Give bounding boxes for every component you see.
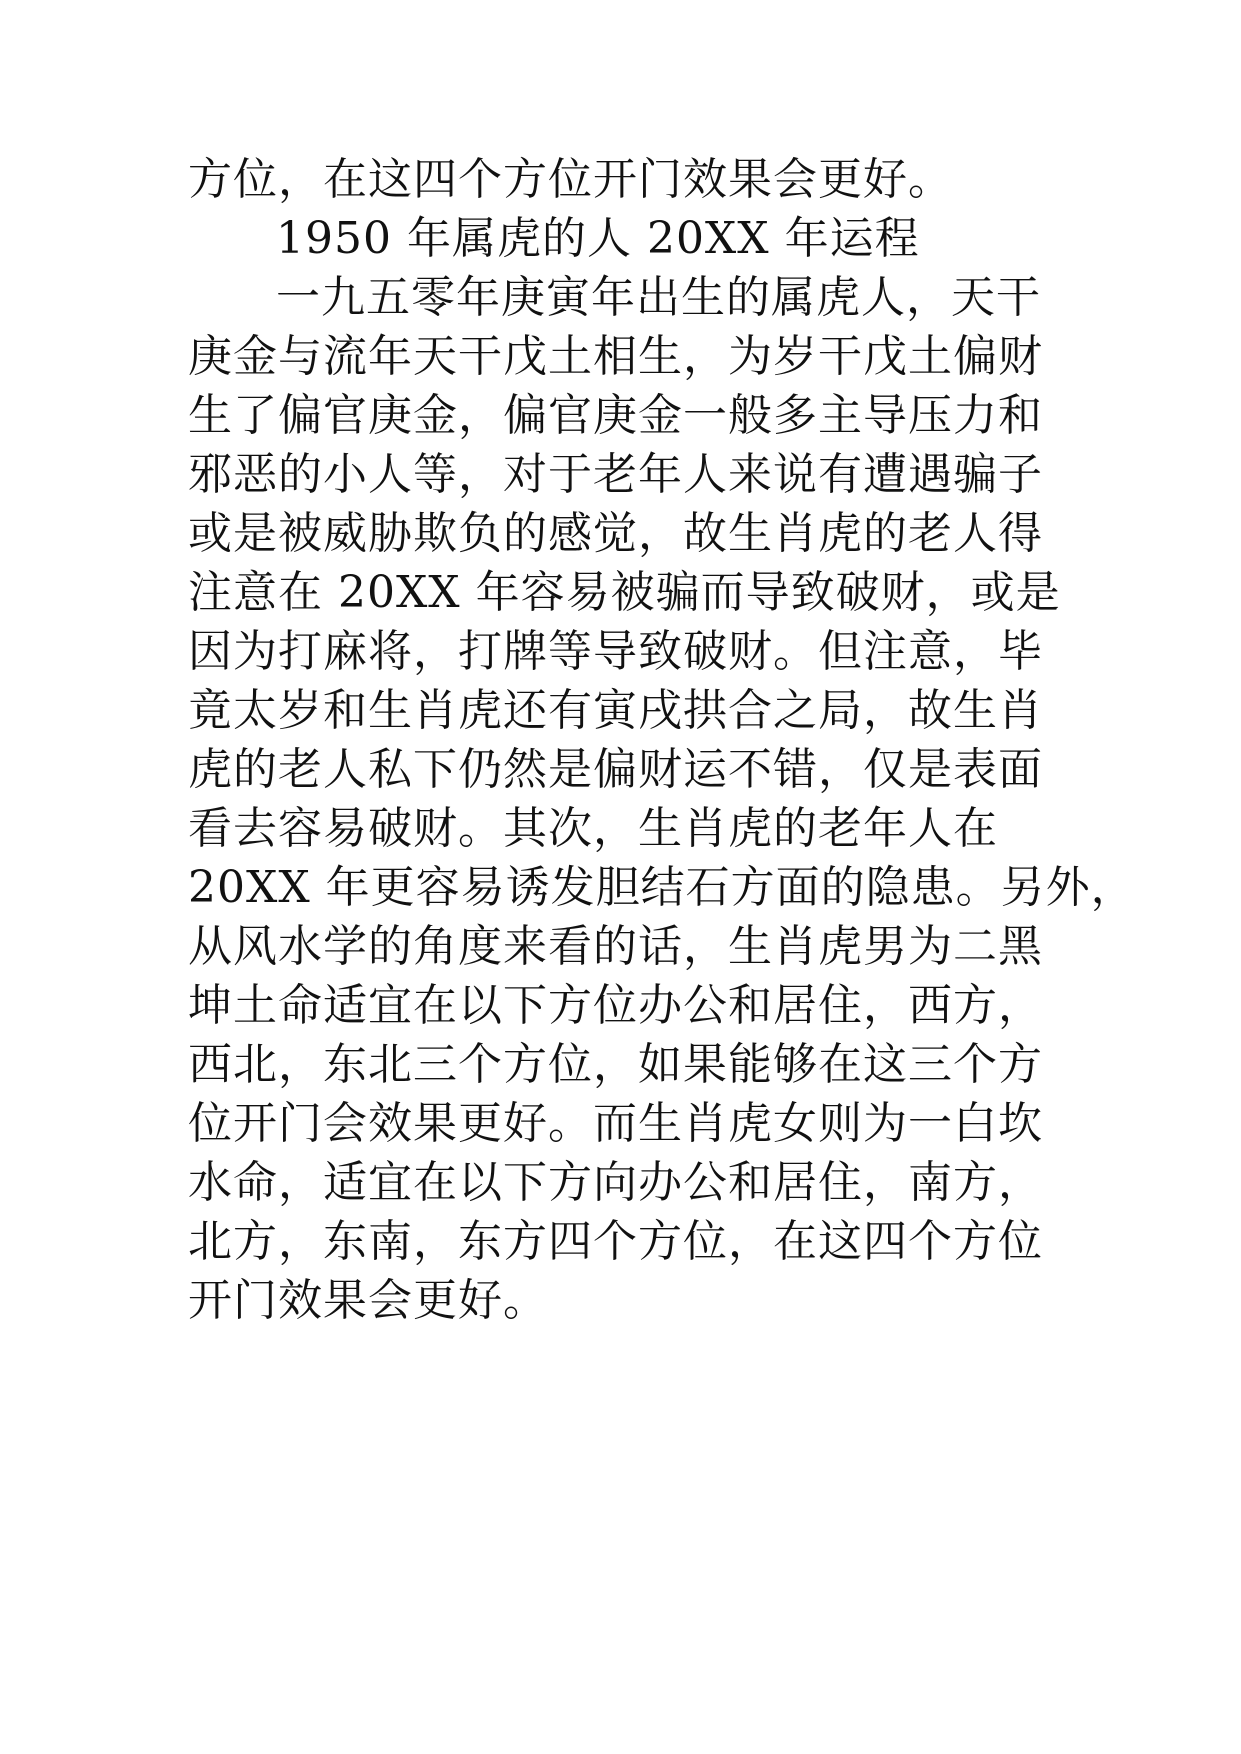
paragraph-first-line: 一九五零年庚寅年出生的属虎人，天干 [276, 272, 1041, 323]
text-line: 20XX 年更容易诱发胆结石方面的隐患。另外， [188, 862, 1136, 913]
text-line: 坤土命适宜在以下方位办公和居住，西方， [188, 980, 1043, 1031]
text-line: 邪恶的小人等，对于老年人来说有遭遇骗子 [188, 449, 1043, 500]
section-heading: 1950 年属虎的人 20XX 年运程 [276, 213, 920, 264]
text-line: 北方，东南，东方四个方位，在这四个方位 [188, 1216, 1043, 1267]
text-line: 看去容易破财。其次，生肖虎的老年人在 [188, 803, 998, 854]
text-line: 注意在 20XX 年容易被骗而导致破财，或是 [188, 567, 1061, 618]
text-line: 方位，在这四个方位开门效果会更好。 [188, 154, 953, 205]
text-line: 或是被威胁欺负的感觉，故生肖虎的老人得 [188, 508, 1043, 559]
text-line: 生了偏官庚金，偏官庚金一般多主导压力和 [188, 390, 1043, 441]
text-line: 位开门会效果更好。而生肖虎女则为一白坎 [188, 1098, 1043, 1149]
text-line: 从风水学的角度来看的话，生肖虎男为二黑 [188, 921, 1043, 972]
text-line: 竟太岁和生肖虎还有寅戌拱合之局，故生肖 [188, 685, 1043, 736]
text-line: 水命，适宜在以下方向办公和居住，南方， [188, 1157, 1043, 1208]
text-line: 虎的老人私下仍然是偏财运不错，仅是表面 [188, 744, 1043, 795]
text-line: 庚金与流年天干戊土相生，为岁干戊土偏财 [188, 331, 1043, 382]
text-line: 西北，东北三个方位，如果能够在这三个方 [188, 1039, 1043, 1090]
text-line: 开门效果会更好。 [188, 1275, 548, 1326]
document-body [188, 150, 1136, 1330]
text-line: 因为打麻将，打牌等导致破财。但注意，毕 [188, 626, 1043, 677]
